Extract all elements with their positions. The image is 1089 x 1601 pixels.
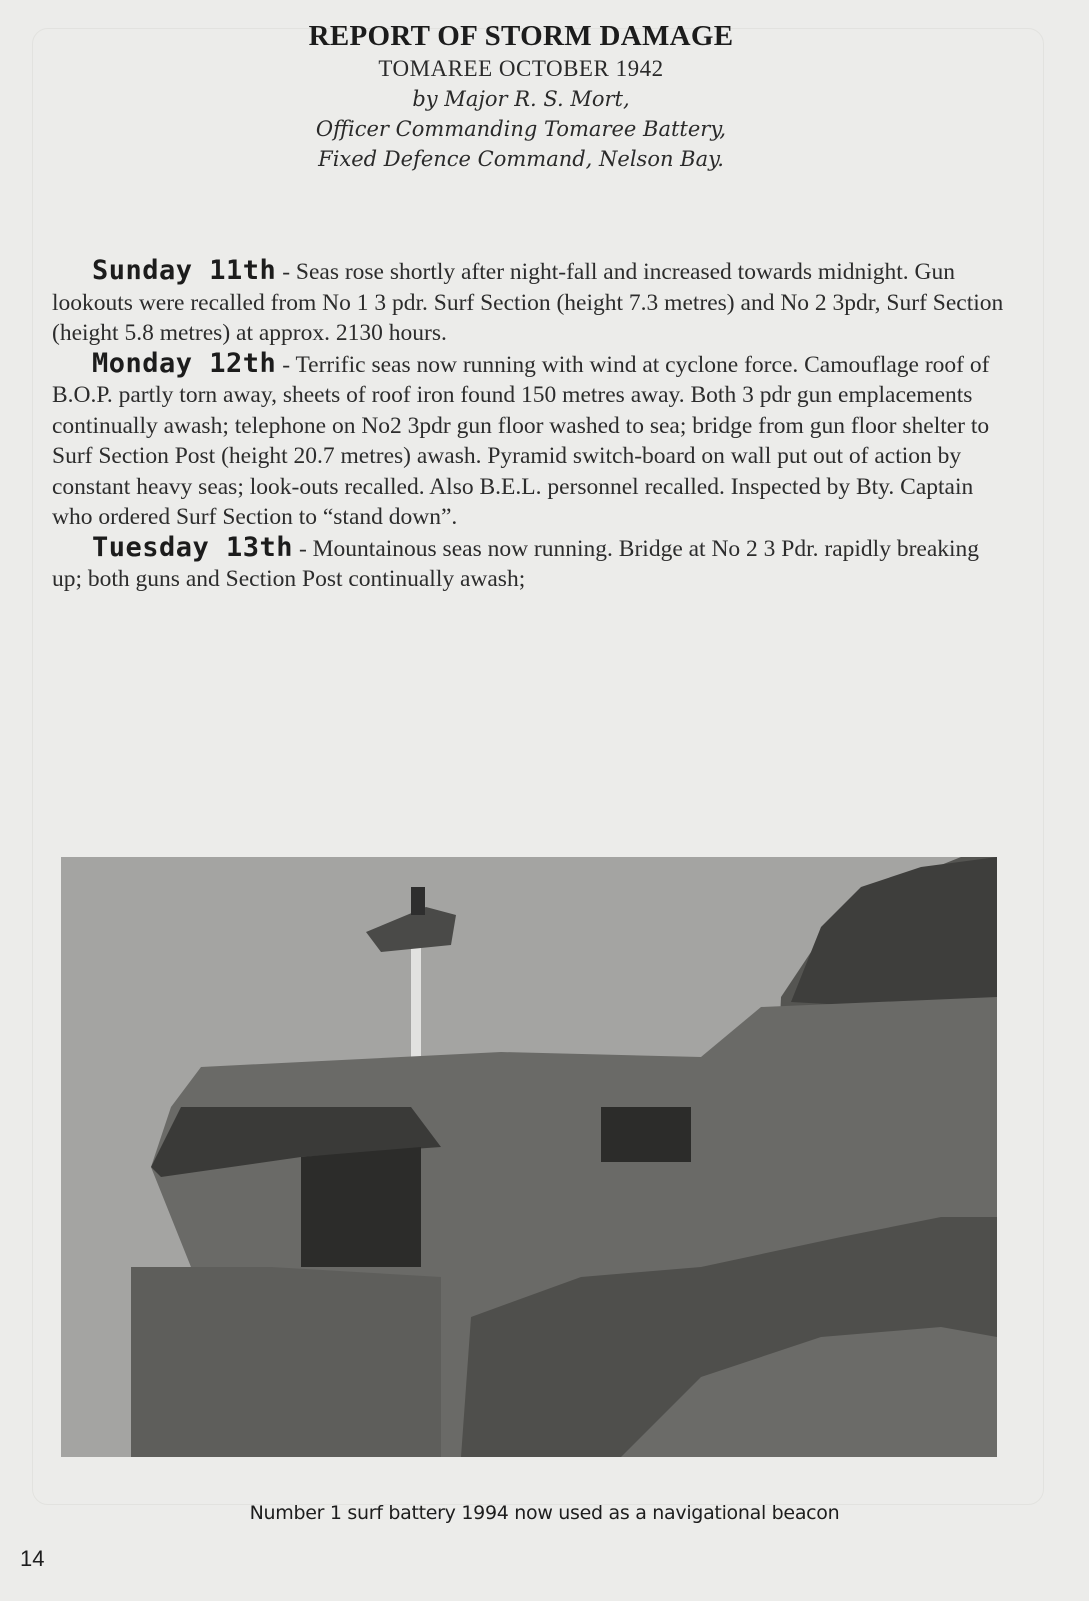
entry-day-heading: Sunday 11th — [92, 255, 277, 286]
entry-sunday — [52, 256, 1007, 349]
page-number: 14 — [20, 1546, 45, 1571]
photo-caption: Number 1 surf battery 1994 now used as a navigational beacon — [249, 1502, 840, 1524]
entry-text: - Mountainous seas now running. Bridge at No 2 3 Pdr. rapidly breaking up; both guns and Section Post continually awash; — [52, 535, 980, 592]
byline-line-2: Officer Commanding Tomaree Battery, — [315, 117, 727, 141]
report-body — [52, 256, 1007, 595]
byline-line-3: Fixed Defence Command, Nelson Bay. — [318, 147, 724, 171]
article-subtitle: TOMAREE OCTOBER 1942 — [378, 56, 664, 81]
entry-text: - Seas rose shortly after night-fall and increased towards midnight. Gun lookouts were recalled from No 1 3 pdr. Surf Section (height 7.3 metres) and No 2 3pdr, Surf Section (height 5.8 metres) at approx. 2130 hours. — [52, 259, 1004, 346]
entry-day-heading: Monday 12th — [92, 347, 277, 379]
article-header — [0, 18, 1042, 174]
entry-tuesday — [52, 533, 1007, 595]
entry-text: - Terrific seas now running with wind at cyclone force. Camouflage roof of B.O.P. partly torn away, sheets of roof iron found 150 metres away. Both 3 pdr gun emplacements continually awash; telephone on No2 3pdr gun floor washed to sea; bridge from gun floor shelter to Surf Section Post (height 20.7 metres) awash. Pyramid switch-board on wall put out of action by constant heavy seas; look-outs recalled. Also B.E.L. personnel recalled. Inspected by Bty. Captain who ordered Surf Section to “stand down”. — [52, 351, 990, 530]
entry-day-heading: Tuesday 13th — [92, 531, 294, 563]
byline-line-1: by Major R. S. Mort, — [412, 87, 630, 111]
entry-monday — [52, 349, 1007, 533]
surf-battery-photo — [61, 857, 997, 1457]
article-title: REPORT OF STORM DAMAGE — [308, 20, 734, 52]
